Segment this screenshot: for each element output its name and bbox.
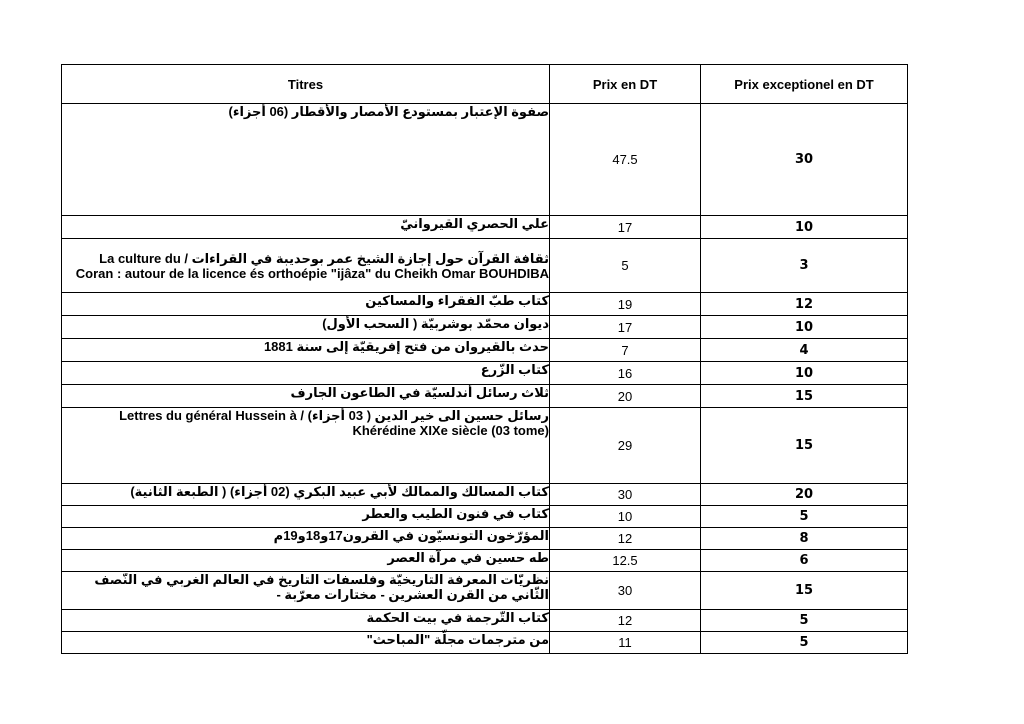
row-price: 12: [550, 528, 701, 550]
row-price: 11: [550, 632, 701, 654]
row-exceptional-price: 20: [701, 484, 908, 506]
row-exceptional-price: 15: [701, 408, 908, 484]
row-exceptional-price: 5: [701, 610, 908, 632]
row-exceptional-price: 8: [701, 528, 908, 550]
table-row: [62, 316, 908, 339]
row-exceptional-price: 15: [701, 385, 908, 408]
table-row: [62, 385, 908, 408]
row-exceptional-price: 5: [701, 506, 908, 528]
row-price: 10: [550, 506, 701, 528]
table-row: [62, 528, 908, 550]
row-exceptional-price: 10: [701, 362, 908, 385]
table-row: [62, 293, 908, 316]
row-title: رسائل حسين الى خير الدين ( 03 أجزاء) / Lettres du général Hussein à Khérédine XIXe siècle (03 tome): [62, 408, 550, 484]
row-title: صفوة الإعتبار بمستودع الأمصار والأقطار (06 أجزاء): [62, 104, 550, 216]
table-row: [62, 239, 908, 293]
row-exceptional-price: 4: [701, 339, 908, 362]
row-price: 16: [550, 362, 701, 385]
table-row: [62, 339, 908, 362]
row-title: ثقافة القرآن حول إجازة الشيخ عمر بوحديبة في القراءات / La culture du Coran : autour de la licence és orthoépie "ijâza" du Cheikh Omar BOUHDIBA: [62, 239, 550, 293]
row-exceptional-price: 6: [701, 550, 908, 572]
row-price: 7: [550, 339, 701, 362]
table-header-row: [62, 65, 908, 104]
row-title: كتاب في فنون الطيب والعطر: [62, 506, 550, 528]
row-price: 29: [550, 408, 701, 484]
row-price: 17: [550, 316, 701, 339]
table-row: [62, 550, 908, 572]
header-titles: Titres: [62, 65, 550, 104]
header-price: Prix en DT: [550, 65, 701, 104]
row-exceptional-price: 15: [701, 572, 908, 610]
row-title: ثلاث رسائل أندلسيّة في الطاعون الجارف: [62, 385, 550, 408]
row-exceptional-price: 10: [701, 216, 908, 239]
row-price: 5: [550, 239, 701, 293]
row-exceptional-price: 10: [701, 316, 908, 339]
price-table: [61, 64, 908, 654]
row-title: طه حسين في مرآة العصر: [62, 550, 550, 572]
table-row: [62, 216, 908, 239]
table-row: [62, 362, 908, 385]
row-title: ديوان محمّد بوشربيّة ( السحب الأول): [62, 316, 550, 339]
row-exceptional-price: 12: [701, 293, 908, 316]
row-price: 12.5: [550, 550, 701, 572]
row-title: نظريّات المعرفة التاريخيّة وفلسفات التاريخ في العالم الغربي في النّصف الثّاني من القرن العشرين - مختارات معرّبة -: [62, 572, 550, 610]
row-price: 30: [550, 572, 701, 610]
row-price: 19: [550, 293, 701, 316]
row-price: 17: [550, 216, 701, 239]
table-row: [62, 506, 908, 528]
table-row: [62, 632, 908, 654]
row-exceptional-price: 5: [701, 632, 908, 654]
row-title: كتاب المسالك والممالك لأبي عبيد البكري (02 أجزاء) ( الطبعة الثانية): [62, 484, 550, 506]
table-row: [62, 408, 908, 484]
row-title: المؤرّخون التونسيّون في القرون17و18و19م: [62, 528, 550, 550]
table-row: [62, 572, 908, 610]
row-title: كتاب الزّرع: [62, 362, 550, 385]
row-exceptional-price: 30: [701, 104, 908, 216]
row-title: من مترجمات مجلّة "المباحث": [62, 632, 550, 654]
row-exceptional-price: 3: [701, 239, 908, 293]
header-exceptional-price: Prix exceptionel en DT: [701, 65, 908, 104]
row-title: كتاب التّرجمة في بيت الحكمة: [62, 610, 550, 632]
table-row: [62, 484, 908, 506]
row-price: 20: [550, 385, 701, 408]
row-title: حدث بالقيروان من فتح إفريقيّة إلى سنة 1881: [62, 339, 550, 362]
row-price: 30: [550, 484, 701, 506]
row-price: 12: [550, 610, 701, 632]
row-price: 47.5: [550, 104, 701, 216]
row-title: كتاب طبّ الفقراء والمساكين: [62, 293, 550, 316]
table-row: [62, 610, 908, 632]
table-row: [62, 104, 908, 216]
row-title: علي الحصري القيروانيّ: [62, 216, 550, 239]
